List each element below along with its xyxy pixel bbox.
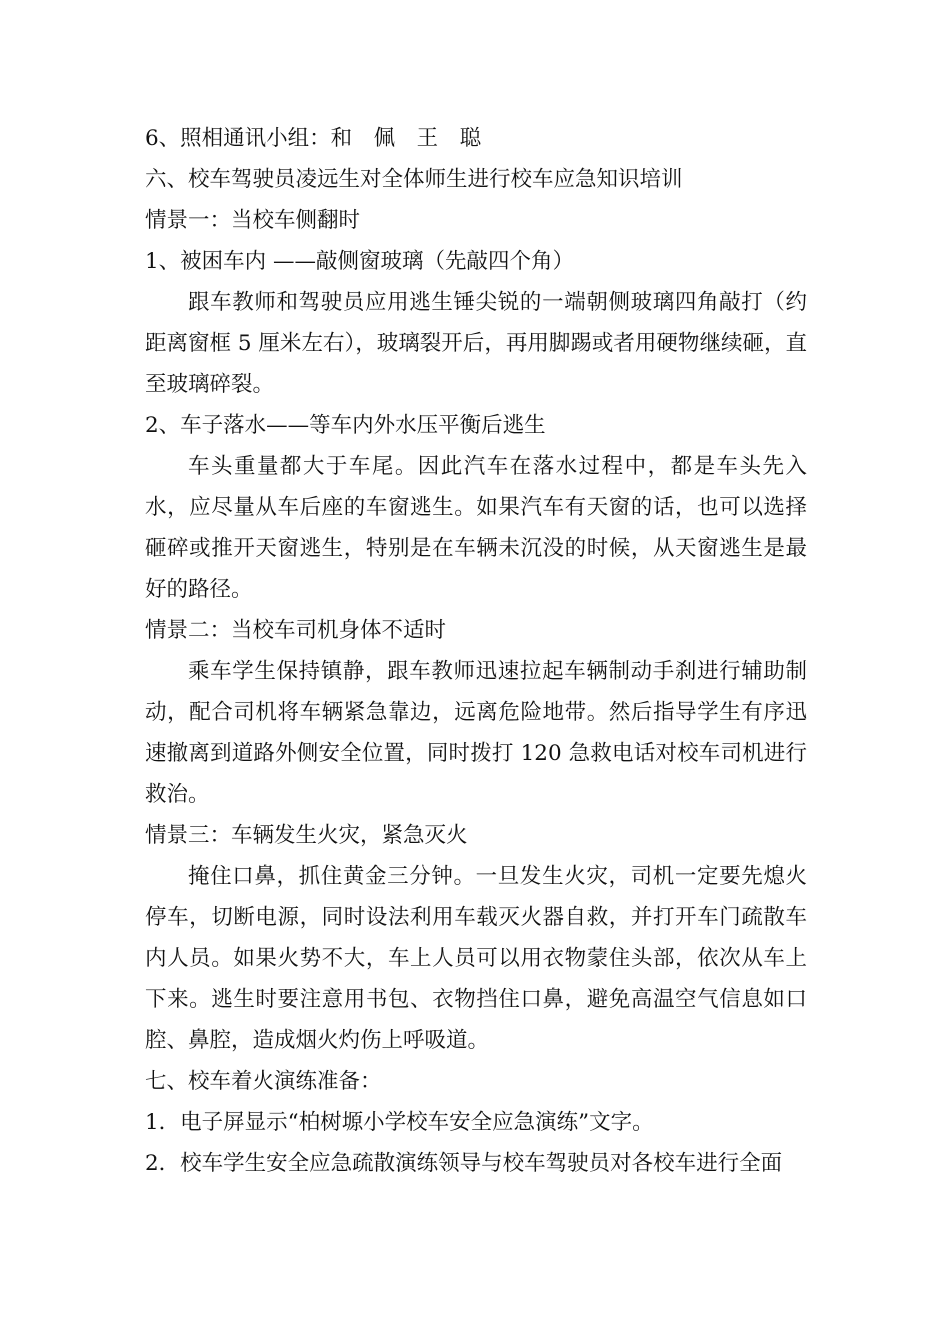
section-seven-heading: 七、校车着火演练准备： — [145, 1069, 382, 1094]
scenario-three-paragraph: 掩住口鼻，抓住黄金三分钟。一旦发生火灾，司机一定要先熄火停车，切断电源，同时设法利用车载灭火器自救，并打开车门疏散车内人员。如果火势不大，车上人员可以用衣物蒙住头部，依次从车上下来。逃生时要注意用书包、衣物挡住口鼻，避免高温空气信息如口腔、鼻腔，造成烟火灼伤上呼吸道。 — [145, 864, 807, 1053]
scenario-two-paragraph: 乘车学生保持镇静，跟车教师迅速拉起车辆制动手刹进行辅助制动，配合司机将车辆紧急靠边，远离危险地带。然后指导学生有序迅速撤离到道路外侧安全位置，同时拨打 120 急救电话对校车司机进行救治。 — [145, 659, 807, 807]
document-page — [145, 118, 807, 1184]
prep-item-2: 2．校车学生安全应急疏散演练领导与校车驾驶员对各校车进行全面 — [145, 1151, 783, 1176]
scenario-one-heading: 情景一：当校车侧翻时 — [145, 208, 361, 233]
item-1-heading: 1、被困车内 ——敲侧窗玻璃（先敲四个角） — [145, 249, 575, 274]
item-2-paragraph: 车头重量都大于车尾。因此汽车在落水过程中，都是车头先入水，应尽量从车后座的车窗逃生。如果汽车有天窗的话，也可以选择砸碎或推开天窗逃生，特别是在车辆未沉没的时候，从天窗逃生是最好的路径。 — [145, 454, 807, 602]
item-2-heading: 2、车子落水——等车内外水压平衡后逃生 — [145, 413, 546, 438]
scenario-two-heading: 情景二：当校车司机身体不适时 — [145, 618, 447, 643]
section-six-heading: 六、校车驾驶员凌远生对全体师生进行校车应急知识培训 — [145, 167, 683, 192]
group-photo-comm: 6、照相通讯小组：和 佩 王 聪 — [145, 126, 482, 151]
item-1-paragraph: 跟车教师和驾驶员应用逃生锤尖锐的一端朝侧玻璃四角敲打（约距离窗框 5 厘米左右），玻璃裂开后，再用脚踢或者用硬物继续砸，直至玻璃碎裂。 — [145, 290, 807, 397]
prep-item-1: 1．电子屏显示“柏树塬小学校车安全应急演练”文字。 — [145, 1110, 654, 1135]
scenario-three-heading: 情景三：车辆发生火灾，紧急灭火 — [145, 823, 468, 848]
